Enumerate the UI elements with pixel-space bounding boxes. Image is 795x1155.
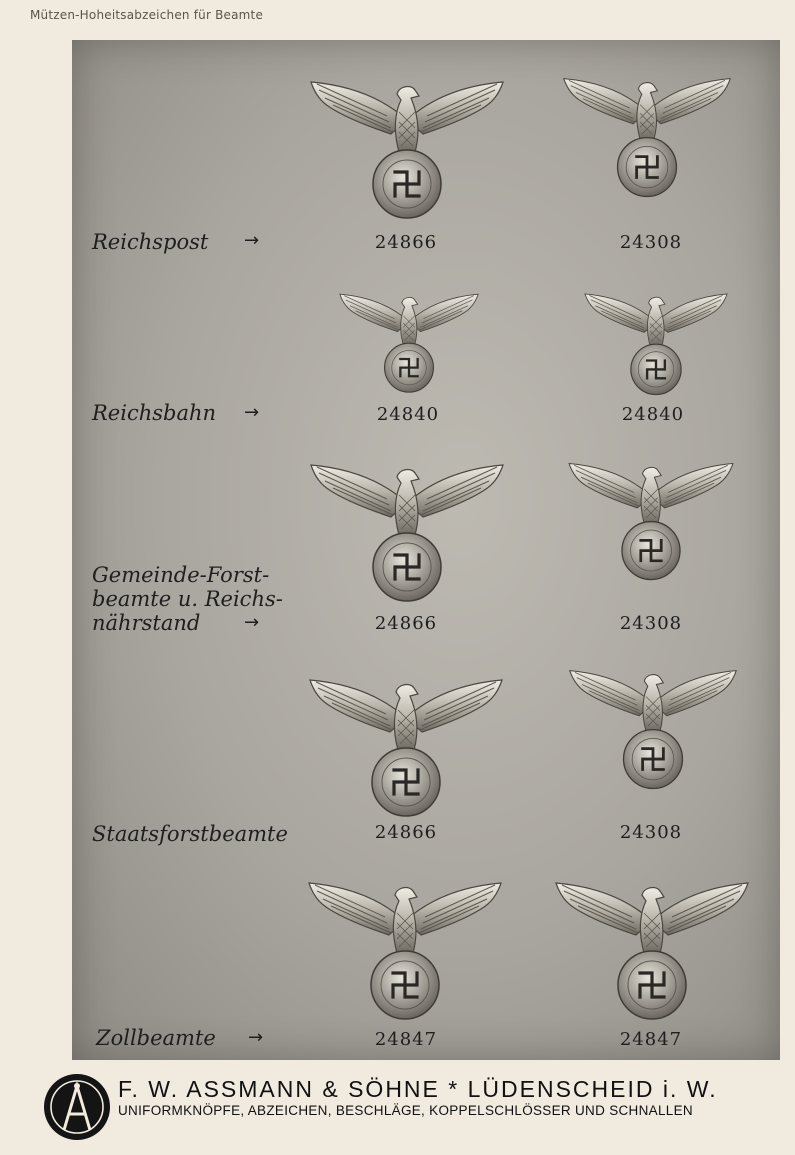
company-products: UNIFORMKNÖPFE, ABZEICHEN, BESCHLÄGE, KOPPELSCHLÖSSER UND SCHNALLEN — [118, 1103, 693, 1118]
catalog-number: 24847 — [619, 1029, 683, 1050]
row-label-reichspost: Reichspost — [92, 230, 209, 254]
eagle-badge-icon — [560, 662, 746, 792]
catalog-number: 24840 — [376, 404, 440, 425]
eagle-badge-icon — [294, 873, 516, 1023]
row-arrow: → — [244, 612, 260, 633]
catalog-number: 24840 — [621, 404, 685, 425]
row-label-staatsforstbeamte: Staatsforstbeamte — [92, 822, 288, 846]
eagle-badge-icon — [300, 670, 512, 820]
eagle-badge-icon — [337, 286, 481, 396]
row-arrow: → — [244, 402, 260, 423]
row-label-reichsbahn: Reichsbahn — [92, 401, 217, 425]
catalog-number: 24866 — [374, 232, 438, 253]
eagle-badge-icon — [298, 455, 516, 605]
eagle-badge-icon — [544, 873, 760, 1023]
eagle-badge-icon — [554, 70, 740, 200]
row-arrow: → — [248, 1027, 264, 1048]
catalog-number: 24308 — [619, 613, 683, 634]
eagle-badge-icon — [582, 286, 730, 398]
eagle-badge-icon — [558, 455, 744, 583]
catalog-number: 24866 — [374, 613, 438, 634]
assmann-logo-icon — [42, 1072, 112, 1142]
catalog-number: 24308 — [619, 232, 683, 253]
catalog-number: 24847 — [374, 1029, 438, 1050]
eagle-badge-icon — [300, 72, 514, 222]
catalog-number: 24866 — [374, 822, 438, 843]
row-label-zollbeamte: Zollbeamte — [96, 1026, 216, 1050]
page-header-title: Mützen-Hoheitsabzeichen für Beamte — [30, 8, 264, 22]
row-label-gemeinde-forstbeamte: Gemeinde-Forst- beamte u. Reichs- nährstand — [92, 563, 283, 635]
company-name: F. W. ASSMANN & SÖHNE * LÜDENSCHEID i. W. — [118, 1076, 718, 1102]
row-arrow: → — [244, 230, 260, 251]
catalog-number: 24308 — [619, 822, 683, 843]
